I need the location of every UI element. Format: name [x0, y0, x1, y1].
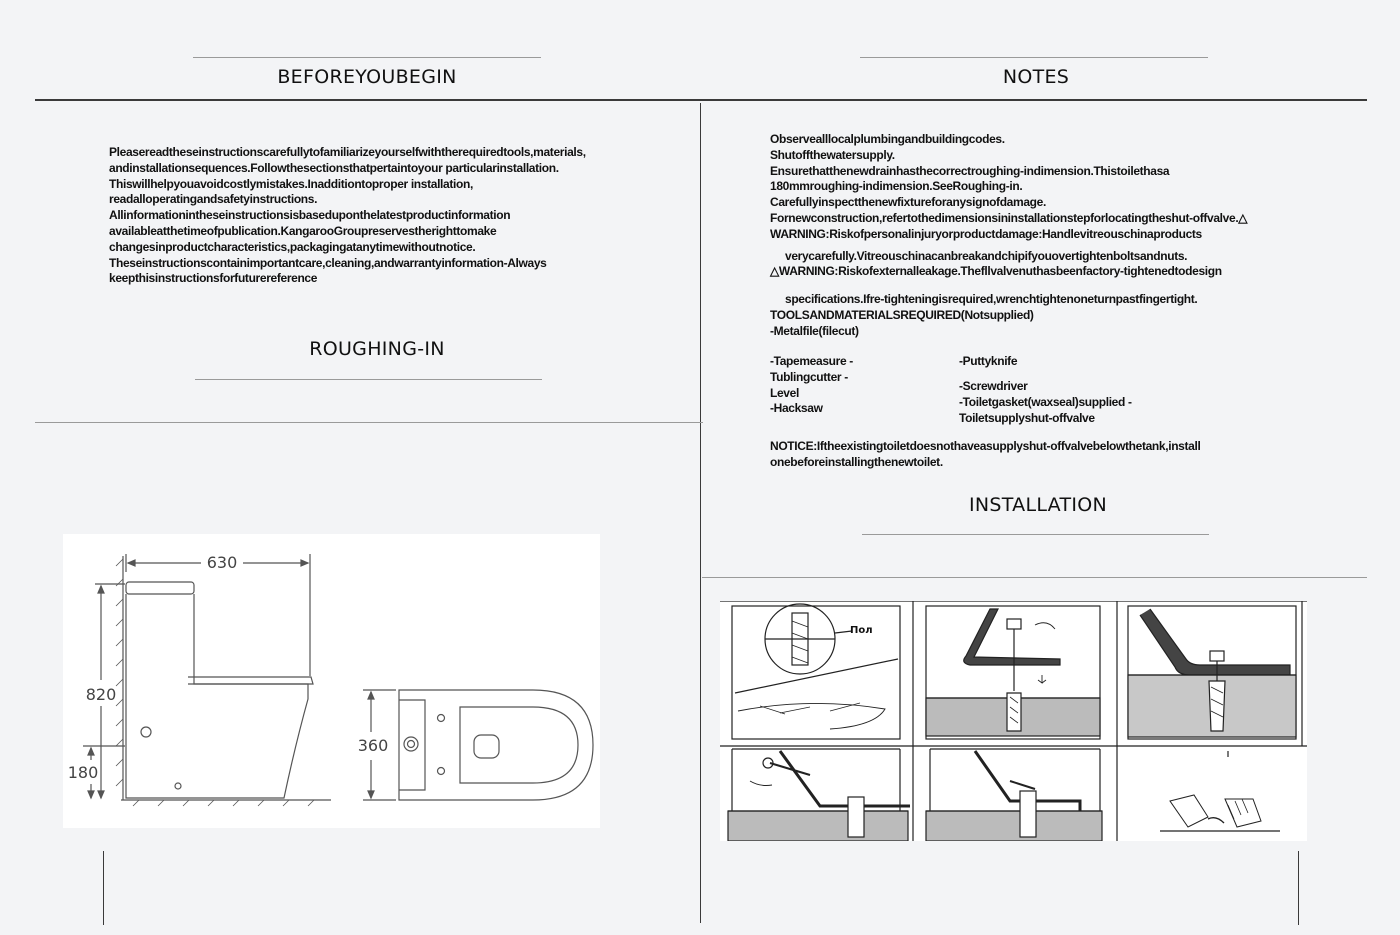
installation-steps-illustration — [720, 601, 1307, 841]
tool-item: -Tapemeasure - — [770, 354, 853, 368]
tool-item: -Hacksaw — [770, 401, 823, 416]
text-line: Carefullyinspectthenewfixtureforanysignofdamage. — [770, 195, 1046, 210]
width-dimension-label: 630 — [206, 553, 238, 572]
center-divider — [700, 103, 701, 923]
before-you-begin-title: BEFOREYOUBEGIN — [277, 66, 457, 88]
installation-steps-svg — [720, 601, 1307, 841]
before-title-rule — [193, 57, 541, 58]
text-line: Pleasereadtheseinstructionscarefullytofamiliarizeyourselfwiththerequiredtools,materials, — [109, 145, 586, 159]
notes-title: NOTES — [1002, 66, 1070, 88]
tools-title: TOOLSANDMATERIALSREQUIRED(Notsupplied) — [770, 308, 1034, 322]
installation-title: INSTALLATION — [968, 494, 1108, 516]
depth-dimension-label: 360 — [357, 736, 389, 755]
warning-text-3: specifications.Ifre-tighteningisrequired,wrenchtightenoneturnpastfingertight. — [785, 292, 1198, 306]
roughing-title-rule — [195, 379, 542, 380]
tools-column-2-top: -Puttyknife — [959, 354, 1018, 368]
warning-text-1: verycarefully.Vitreouschinacanbreakandchipifyouovertightenboltsandnuts. — [785, 249, 1188, 263]
tools-first-item: -Metalfile(filecut) — [770, 324, 859, 338]
text-line: onebeforeinstallingthenewtoilet. — [770, 454, 943, 469]
text-line: WARNING:Riskofpersonalinjuryorproductdamage:Handlevitreouschinaproducts — [770, 226, 1202, 241]
text-line: Thiswillhelpyouavoidcostlymistakes.Inadditiontoproper installation, — [109, 176, 473, 191]
outlet-dimension-label: 180 — [67, 763, 99, 782]
roughing-in-drawing — [63, 534, 600, 828]
header-divider — [35, 99, 1367, 101]
left-section-divider — [35, 422, 703, 423]
text-line: Observealllocalplumbingandbuildingcodes. — [770, 132, 1005, 146]
tool-item: Level — [770, 385, 799, 400]
before-you-begin-text — [109, 145, 586, 287]
roughing-in-title: ROUGHING-IN — [309, 338, 445, 360]
tool-item: -Toiletgasket(waxseal)supplied - — [959, 394, 1132, 409]
text-line: 180mmroughing-indimension.SeeRoughing-in. — [770, 179, 1023, 194]
right-bottom-tick — [1298, 851, 1299, 925]
tool-item: Tublingcutter - — [770, 369, 848, 384]
text-line: Fornewconstruction,refertothedimensionsininstallationstepforlocatingtheshut-offvalve.△ — [770, 210, 1248, 225]
installation-title-rule — [862, 534, 1209, 535]
left-bottom-tick — [103, 851, 104, 925]
text-line: NOTICE:Iftheexistingtoiletdoesnothaveasupplyshut-offvalvebelowthetank,install — [770, 439, 1201, 453]
floor-label: Пол — [850, 625, 873, 636]
notice-text — [770, 439, 1200, 471]
text-line: Ensurethatthenewdrainhasthecorrectroughing-indimension.Thistoilethasa — [770, 163, 1170, 178]
roughing-in-svg — [63, 534, 600, 828]
tool-item: Toiletsupplyshut-offvalve — [959, 410, 1095, 425]
text-line: keepthisinstructionsforfuturereference — [109, 271, 318, 286]
text-line: Theseinstructionscontainimportantcare,cleaning,andwarrantyinformation-Always — [109, 255, 547, 270]
notes-title-rule — [860, 57, 1208, 58]
right-section-divider — [702, 577, 1367, 578]
notes-text — [770, 132, 1247, 243]
text-line: readalloperatingandsafetyinstructions. — [109, 192, 318, 207]
height-dimension-label: 820 — [85, 685, 117, 704]
tools-column-2 — [959, 379, 1132, 426]
warning-text-2: △WARNING:Riskofexternalleakage.Thefllvalvenuthasbeenfactory-tightenedtodesign — [770, 264, 1222, 278]
text-line: andinstallationsequences.Followthesectionsthatpertaintoyour particularinstallation. — [109, 160, 559, 175]
tools-column-1 — [770, 354, 853, 417]
text-line: Allinformationintheseinstructionsisbaseduponthelatestproductinformation — [109, 208, 511, 223]
tool-item: -Screwdriver — [959, 379, 1028, 393]
text-line: Shutoffthewatersupply. — [770, 147, 895, 162]
text-line: changesinproductcharacteristics,packagingatanytimewithoutnotice. — [109, 239, 476, 254]
text-line: availableatthetimeofpublication.KangarooGroupreservestherighttomake — [109, 223, 497, 238]
